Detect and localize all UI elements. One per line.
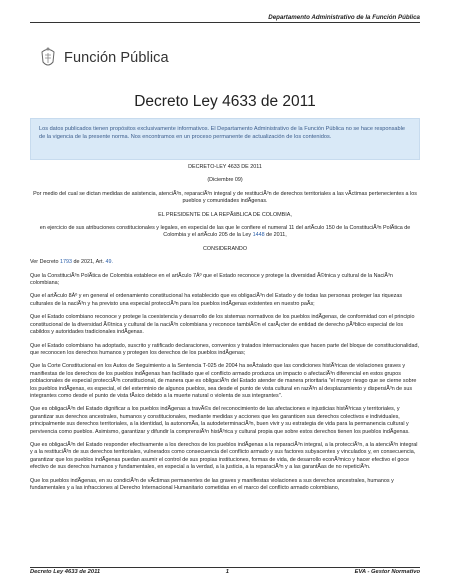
coat-of-arms-icon	[38, 46, 58, 70]
paragraph: Que el Estado colombiano reconoce y protege la coexistencia y desarrollo de los sistemas normativos de los pueblos indÃgenas, de conformidad con el principio constitucional de la diversidad Ã©tnica y cultural de la naciÃ³n colombiana y reconoce tambiÃ©n el carÃ¡cter de entidad de derecho pÃºblico especial de los cabildos y autoridades tradicionales indÃgenas.	[30, 314, 415, 336]
page-number: 1	[225, 569, 229, 575]
header-department: Departamento Administrativo de la Función Pública	[30, 14, 420, 23]
paragraph: Que el Estado colombiano ha adoptado, suscrito y ratificado declaraciones, convenios y tratados internacionales que hacen parte del bloque de constitucionalidad, que reconocen los derechos humanos y protegen los derechos de los pueblos indÃgenas;	[30, 342, 419, 356]
paragraph: Que el artÃculo 8Âº y en general el ordenamiento constitucional ha establecido que es obligaciÃ³n del Estado y de todas las personas proteger las riquezas culturales de la naciÃ³n y ha previsto una especial protecciÃ³n para los pueblos indÃgenas existentes en nuestro paÃs;	[30, 293, 403, 307]
paragraph: Que la Corte Constitucional en los Autos de Seguimiento a la Sentencia T-025 de 2004 ha seÃ±alado que las condiciones histÃ³ricas de violaciones graves y manifiestas de los derechos de los pueblos indÃgenas han facilitado que el conflicto armado produzca un impacto o afectaciÃ³n diferencial en estos grupos poblacionales de especial protecciÃ³n constitucional, de manera que es obligaciÃ³n del Estado atender de manera prioritaria "el mayor riesgo que se cierne sobre los pueblos indÃgenas, es especial, el del exterminio de algunos pueblos, sea desde el punto de vista cultural en razÃ³n al desplazamiento y dispersiÃ³n de sus integrantes como desde el punto de vista fÃsico debido a la muerte natural o violenta de sus integrantes".	[30, 363, 417, 399]
footer-source: EVA - Gestor Normativo	[354, 569, 420, 575]
powers-paragraph	[30, 225, 420, 240]
decree-date: (Diciembre 09)	[207, 177, 243, 184]
considering-heading: CONSIDERANDO	[202, 245, 248, 252]
paragraph: Que es obligaciÃ³n del Estado responder efectivamente a los derechos de los pueblos indÃgenas a la reparaciÃ³n integral, a la protecciÃ³n, a la atenciÃ³n integral y a la restituciÃ³n de sus derechos territoriales, vulnerados como consecuencia del conflicto armado y sus factores subyacentes y vinculados y, en consecuencia, garantizar que los pueblos indÃgenas puedan asumir el control de sus propias instituciones, formas de vida, de desarrollo econÃ³mico y hacer efectivo el goce efectivo de sus derechos humanos y fundamentales, en especial a la verdad, a la justicia, a la reparaciÃ³n y a las garantÃas de no repeticiÃ³n.	[30, 441, 418, 471]
disclaimer-notice: Los datos publicados tienen propósitos exclusivamente informativos. El Departamento Administrativo de la Función Pública no se hace responsable de la vigencia de la presente norma. Nos encontramos en un proceso permanente de actualización de los contenidos.	[30, 118, 420, 160]
see-also	[30, 259, 420, 266]
document-body	[30, 164, 420, 498]
paragraph: Que la ConstituciÃ³n PolÃtica de Colombia establece en el artÃculo 7Âº que el Estado reconoce y protege la diversidad Ã©tnica y cultural de la NaciÃ³n colombiana;	[30, 272, 393, 287]
decree-id: DECRETO-LEY 4633 DE 2011	[188, 164, 262, 170]
decree-summary: Por medio del cual se dictan medidas de asistencia, atenciÃ³n, reparaciÃ³n integral y de restituciÃ³n de derechos territoriales a las vÃctimas pertenecientes a los pueblos y comunidades indÃgenas.	[33, 190, 417, 205]
logo	[38, 46, 169, 70]
logo-text: Función Pública	[64, 50, 169, 66]
see-text-1: Ver Decreto	[30, 259, 59, 266]
decree-link[interactable]: 1793	[59, 259, 72, 266]
article-link[interactable]: 49.	[105, 259, 114, 266]
see-text-2: de 2021, Art.	[73, 259, 105, 266]
page-footer	[30, 567, 420, 575]
page-title: Decreto Ley 4633 de 2011	[134, 93, 316, 110]
powers-text-2: de 2011,	[266, 232, 287, 239]
paragraph: Que los pueblos indÃgenas, en su condiciÃ³n de vÃctimas permanentes de las graves y manifiestas violaciones a sus derechos ancestrales, humanos y fundamentales y a las infracciones al Derecho Internacional Humanitario cometidas en el marco del conflicto armado colombiano,	[30, 477, 394, 491]
footer-title: Decreto Ley 4633 de 2011	[30, 569, 101, 575]
president-heading: EL PRESIDENTE DE LA REPÃšBLICA DE COLOMBIA,	[158, 211, 292, 218]
powers-text-1: en ejercicio de sus atribuciones constitucionales y legales, en especial de las que le confiere el numeral 11 del artÃculo 150 de la ConstituciÃ³n PolÃtica de Colombia y el artÃculo 205 de la Ley	[39, 225, 411, 239]
paragraph: Que es obligaciÃ³n del Estado dignificar a los pueblos indÃgenas a travÃ©s del reconocimiento de las afectaciones e injusticias histÃ³ricas y territoriales, y garantizar sus derechos ancestrales, humanos y constitucionales, mediante medidas y acciones que les garanticen sus derechos colectivos e individuales, principalmente sus derechos territoriales, a la identidad, la autonomÃa, la autodeterminaciÃ³n, buen vivir y su estrategia de vida para la permanencia cultural y pervivencia como pueblos. Asimismo, garantizar y difundir la comprensiÃ³n histÃ³rica y cultural propia que sobre estos derechos tienen los pueblos indÃgenas.	[30, 406, 410, 435]
law-link[interactable]: 1448	[252, 232, 265, 239]
